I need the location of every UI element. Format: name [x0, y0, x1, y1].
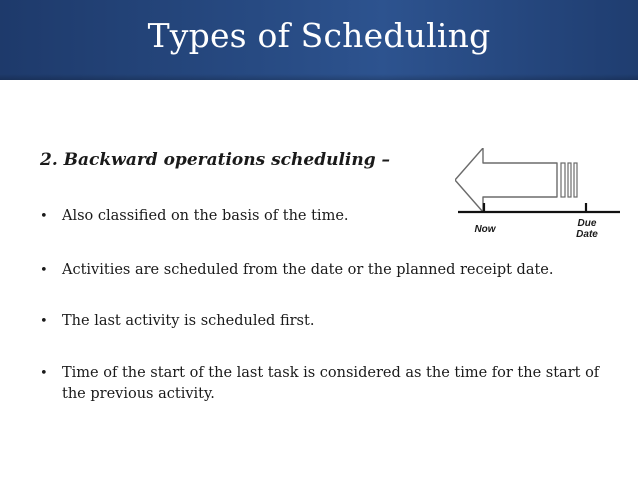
due-label-line: Due [577, 218, 597, 229]
bullet-dot: • [40, 209, 48, 224]
arrow-tail-stripe [561, 163, 565, 197]
section-heading: 2. Backward operations scheduling – [40, 150, 391, 170]
bullet-item [40, 311, 610, 332]
bullet-text: The last activity is scheduled first. [62, 313, 315, 329]
bullet-dot: • [40, 366, 48, 381]
bullet-text: Activities are scheduled from the date or the planned receipt date. [62, 262, 554, 278]
now-label: Now [474, 224, 496, 235]
backward-arrow-icon [455, 148, 557, 212]
date-label-line: Date [576, 229, 598, 240]
bullet-text: Also classified on the basis of the time. [62, 208, 349, 224]
bullet-item [40, 363, 610, 405]
arrow-tail-stripe [574, 163, 577, 197]
bullet-dot: • [40, 263, 48, 278]
bullet-dot: • [40, 314, 48, 329]
title-bar [0, 0, 638, 80]
backward-scheduling-diagram [455, 148, 620, 248]
bullet-item [40, 260, 610, 281]
due-date-label [567, 218, 607, 240]
bullet-text: Time of the start of the last task is considered as the time for the start of the previous activity. [62, 365, 600, 402]
slide-title: Types of Scheduling [147, 16, 491, 55]
arrow-tail-stripe [568, 163, 571, 197]
